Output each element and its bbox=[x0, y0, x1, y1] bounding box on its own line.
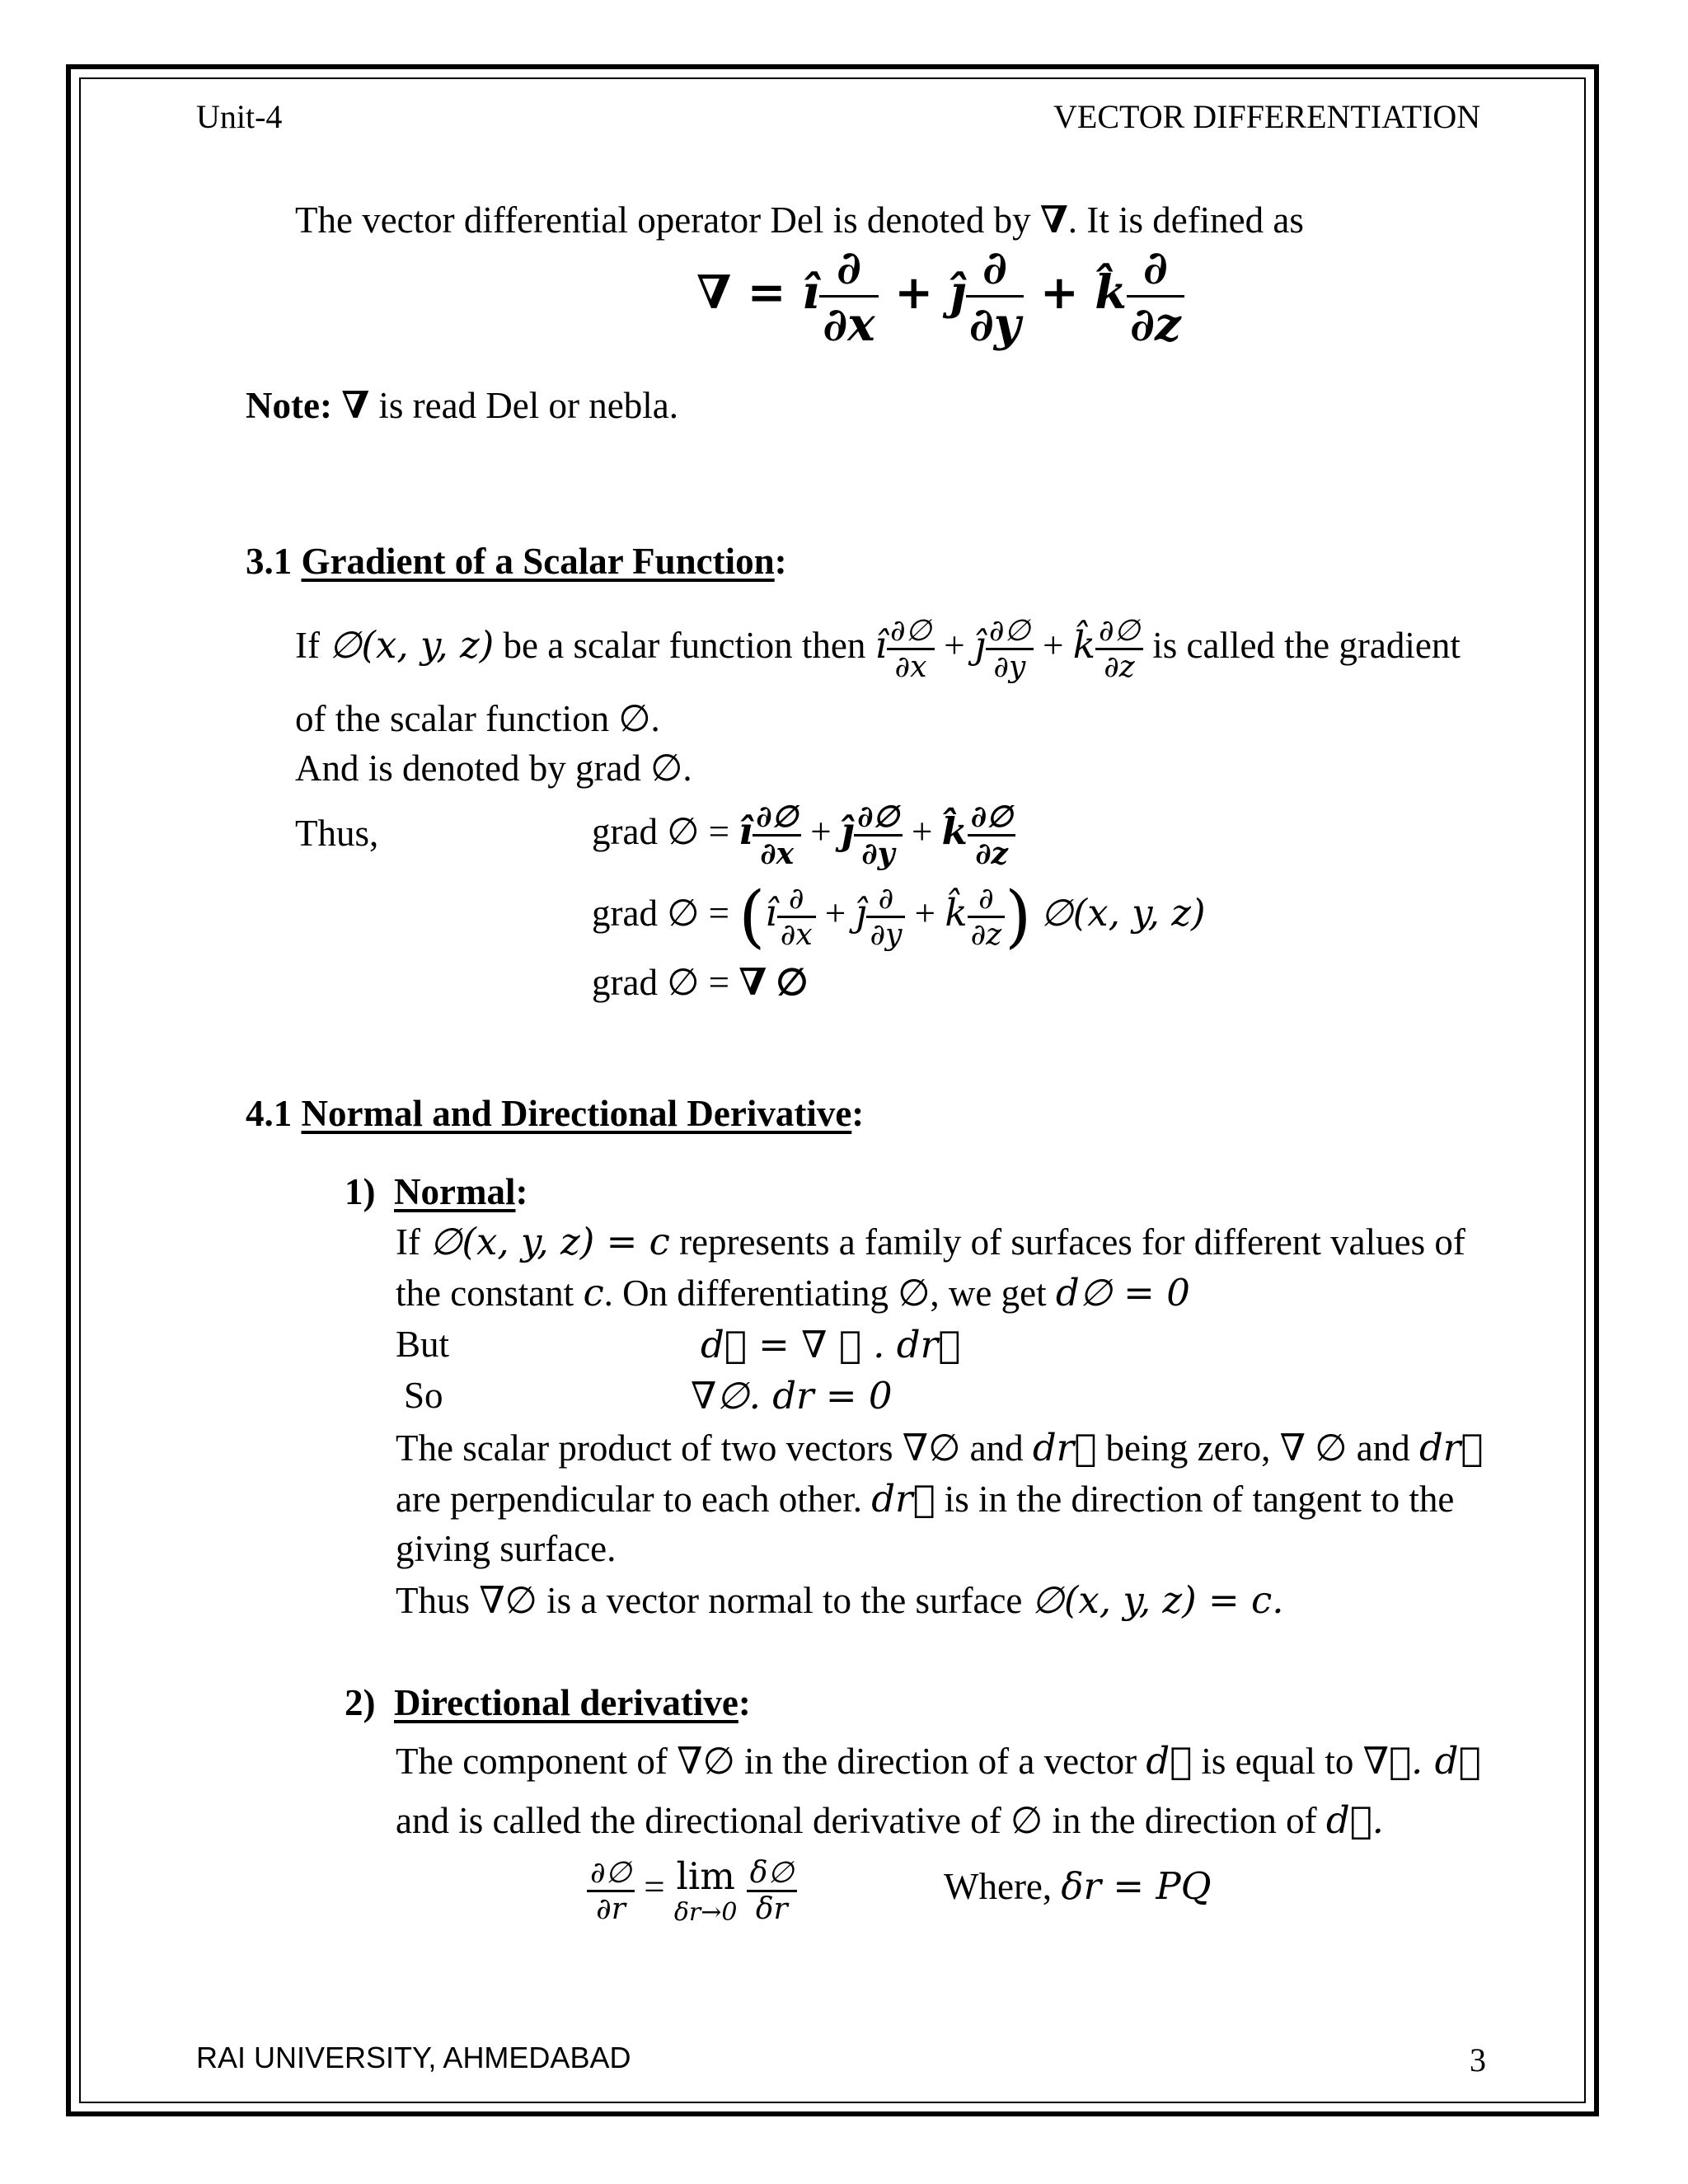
grad-equation-1: grad ∅ = ı̂ $\frac{\partial\emptyset}{\partial x}$ + ȷ̂ $\frac{\partial\emptyset}{\partial y}$ + k̂ $\frac{\partial\emptyset}{\partial z}$ bbox=[592, 799, 1015, 871]
directional-line2: and is called the directional derivative of ∅ in the direction of d⃗. bbox=[396, 1798, 1384, 1842]
grad-equation-2: grad ∅ = (ı̂ $\frac{\partial}{\partial x}$ + ȷ̂ $\frac{\partial}{\partial y}$ + k̂ $\frac{\partial}{\partial z}$ ) ∅(x, y, z) bbox=[592, 878, 1206, 956]
intro-line: The vector differential operator Del is denoted by ∇. It is defined as bbox=[295, 199, 1304, 241]
footer-page-number: 3 bbox=[1470, 2041, 1486, 2079]
grad-equation-3: grad ∅ = ∇ ∅ bbox=[592, 962, 809, 1003]
section-4-1-heading: 4.1 Normal and Directional Derivative: bbox=[246, 1093, 865, 1134]
note: Note: ∇ is read Del or nebla. bbox=[246, 385, 678, 426]
directional-line1: The component of ∇∅ in the direction of a vector d⃗ is equal to ∇∅. d⃗ bbox=[396, 1739, 1481, 1783]
normal-line8: Thus ∇∅ is a vector normal to the surface ∅(x, y, z) = c. bbox=[396, 1578, 1284, 1622]
normal-line5: The scalar product of two vectors ∇∅ and dr⃗ being zero, ∇ ∅ and dr⃗ bbox=[396, 1426, 1484, 1469]
gradient-definition-line1: If ∅(x, y, z) be a scalar function then ı̂ $\frac{\partial\emptyset}{\partial x}$ + ȷ̂ $\frac{\partial\emptyset}{\partial y}$ + k̂ $\frac{\partial\emptyset}{\partial z}$ is called the gradient bbox=[295, 614, 1461, 684]
normal-line6: are perpendicular to each other. dr⃗ is in the direction of tangent to the bbox=[396, 1477, 1455, 1521]
but-label: But bbox=[396, 1324, 450, 1365]
where-clause: Where, δr = PQ bbox=[944, 1864, 1212, 1908]
normal-line2: the constant c. On differentiating ∅, we get d∅ = 0 bbox=[396, 1271, 1190, 1315]
section-3-1-heading: 3.1 Gradient of a Scalar Function: bbox=[246, 541, 787, 582]
directional-derivative-formula: $\frac{\partial\emptyset}{\partial r}$ = lim δr→0 $\frac{\delta\emptyset}{\delta r}$ bbox=[587, 1854, 797, 1927]
footer-university: RAI UNIVERSITY, AHMEDABAD bbox=[196, 2041, 631, 2074]
normal-heading: 1) Normal: bbox=[345, 1171, 528, 1212]
so-label: So bbox=[404, 1375, 443, 1416]
gradient-definition-line3: And is denoted by grad ∅. bbox=[295, 748, 692, 789]
gradient-definition-line2: of the scalar function ∅. bbox=[295, 698, 660, 739]
del-definition: ∇ = ı̂ $\frac{\partial}{\partial x}$ + ȷ̂ $\frac{\partial}{\partial y}$ + k̂ $\frac{\partial}{\partial z}$ bbox=[696, 241, 1184, 352]
but-equation: d∅ = ∇ ∅ . dr⃗ bbox=[701, 1323, 961, 1366]
so-equation: ∇∅. dr = 0 bbox=[691, 1374, 893, 1418]
normal-line7: giving surface. bbox=[396, 1528, 617, 1569]
directional-heading: 2) Directional derivative: bbox=[345, 1682, 751, 1723]
header-unit: Unit-4 bbox=[196, 98, 283, 135]
header-title: VECTOR DIFFERENTIATION bbox=[1053, 98, 1481, 135]
thus-label: Thus, bbox=[295, 813, 379, 854]
normal-line1: If ∅(x, y, z) = c represents a family of surfaces for different values of bbox=[396, 1220, 1465, 1263]
